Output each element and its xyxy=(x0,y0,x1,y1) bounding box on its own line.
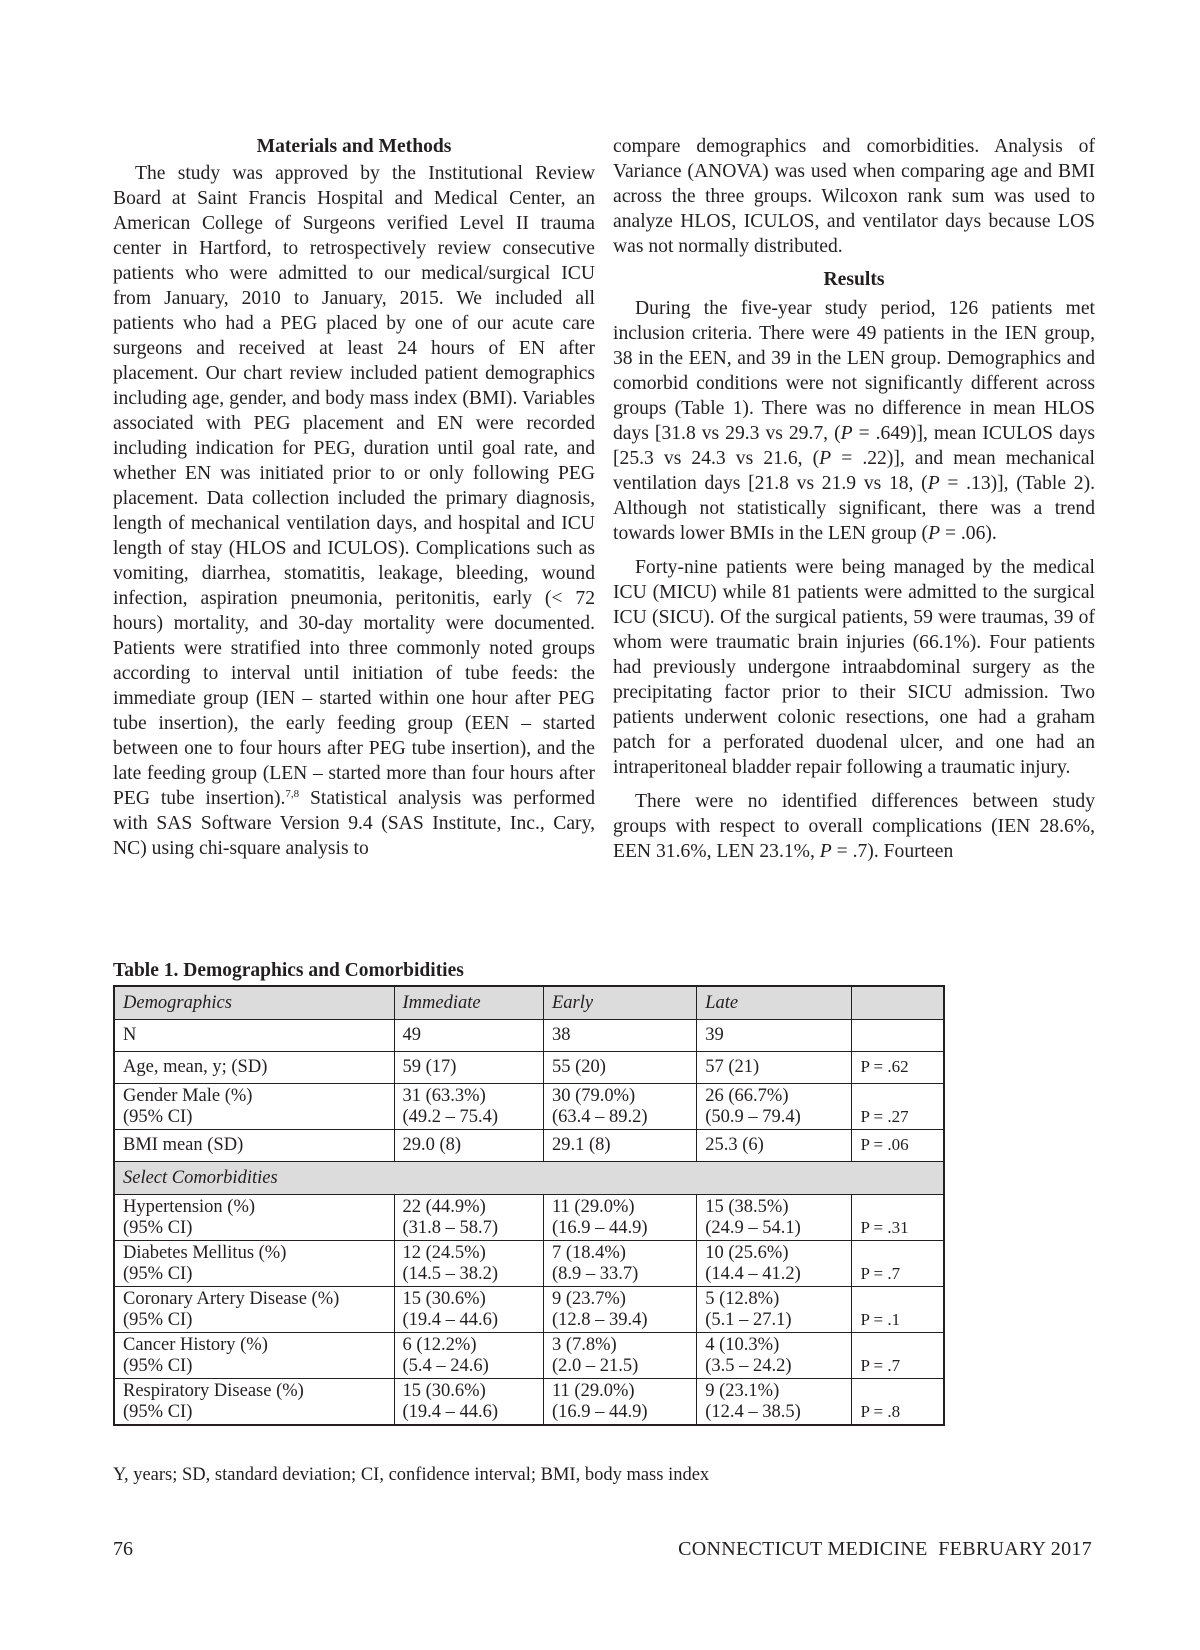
label-line: (95% CI) xyxy=(123,1355,193,1376)
value-line: 9 (23.7%) xyxy=(551,1289,626,1309)
label-line: Gender Male (%) xyxy=(123,1086,253,1106)
table-cell xyxy=(697,1241,852,1287)
row-label xyxy=(114,1084,394,1130)
value-line: 15 (30.6%) xyxy=(402,1381,486,1401)
label-line: (95% CI) xyxy=(123,1106,193,1127)
p-value-cell: P = .7 xyxy=(852,1333,944,1379)
value-line: 3 (7.8%) xyxy=(551,1335,617,1355)
ci-line: (14.5 – 38.2) xyxy=(402,1263,499,1284)
results-text: There were no identified differences between study groups with respect to overall complications (IEN 28.6%, EEN 31.6%, LEN 23.1%, xyxy=(613,791,1095,862)
table-row xyxy=(114,1084,944,1130)
row-label: BMI mean (SD) xyxy=(114,1130,394,1162)
label-line: Respiratory Disease (%) xyxy=(123,1381,304,1401)
p-value-cell: P = .7 xyxy=(852,1241,944,1287)
table-cell: 29.0 (8) xyxy=(394,1130,543,1162)
p-value-cell: P = .8 xyxy=(852,1379,944,1426)
methods-continued-paragraph: compare demographics and comorbidities. Analysis of Variance (ANOVA) was used when comparing age and BMI across the three groups. Wilcoxon rank sum was used to analyze HLOS, ICULOS, and ventilator days because LOS was not normally distributed. xyxy=(613,136,1095,257)
value-line: 15 (38.5%) xyxy=(705,1197,789,1217)
left-column xyxy=(113,134,595,861)
row-label: Age, mean, y; (SD) xyxy=(114,1052,394,1084)
table-cell: 57 (21) xyxy=(697,1052,852,1084)
methods-text: The study was approved by the Institutional Review Board at Saint Francis Hospital and Medical Center, an American College of Surgeons verified Level II trauma center in Hartford, to retrospectively review consecutive patients who were admitted to our medical/surgical ICU from January, 2010 to January, 2015. We included all patients who had a PEG placed by one of our acute care surgeons and received at least 24 hours of EN after placement. Our chart review included patient demographics including age, gender, and body mass index (BMI). Variables associated with PEG placement and EN were recorded including indication for PEG, duration until goal rate, and whether EN was initiated prior to or only following PEG placement. Data collection included the primary diagnosis, length of mechanical ventilation days, and hospital and ICU length of stay (HLOS and ICULOS). Complications such as vomiting, diarrhea, stomatitis, leakage, bleeding, wound infection, aspiration pneumonia, peritonitis, early (< 72 hours) mortality, and 30-day mortality were documented. Patients were stratified into three commonly noted groups according to interval until initiation of tube feeds: the immediate group (IEN – started within one hour after PEG tube insertion), the early feeding group (EEN – started between one to four hours after PEG tube insertion), and the late feeding group (LEN – started more than four hours after PEG tube insertion). xyxy=(113,163,595,809)
table-cell xyxy=(543,1195,696,1241)
table-row xyxy=(114,1333,944,1379)
label-line: (95% CI) xyxy=(123,1401,193,1422)
table-cell xyxy=(543,1287,696,1333)
table-cell: 55 (20) xyxy=(543,1052,696,1084)
p-value-cell: P = .06 xyxy=(852,1130,944,1162)
value-line: 7 (18.4%) xyxy=(551,1243,626,1263)
subheader-cell: Select Comorbidities xyxy=(114,1162,944,1195)
value-line: 10 (25.6%) xyxy=(705,1243,789,1263)
table-row xyxy=(114,1287,944,1333)
table-cell: 38 xyxy=(543,1020,696,1052)
value-line: 31 (63.3%) xyxy=(402,1086,486,1106)
results-text: = .7). Fourteen xyxy=(831,841,954,862)
value-line: 5 (12.8%) xyxy=(705,1289,780,1309)
p-value-cell: P = .62 xyxy=(852,1052,944,1084)
header-cell: Late xyxy=(697,986,852,1020)
table-cell xyxy=(697,1084,852,1130)
table-cell xyxy=(697,1287,852,1333)
ci-line: (5.4 – 24.6) xyxy=(402,1355,489,1376)
table-cell xyxy=(543,1241,696,1287)
journal-name: CONNECTICUT MEDICINE xyxy=(678,1538,928,1560)
table-row xyxy=(114,1020,944,1052)
label-line: Cancer History (%) xyxy=(123,1335,268,1355)
table-row xyxy=(114,1379,944,1426)
table-row xyxy=(114,1130,944,1162)
table-cell xyxy=(543,1379,696,1426)
table-cell xyxy=(394,1379,543,1426)
ci-line: (19.4 – 44.6) xyxy=(402,1401,499,1422)
label-line: Hypertension (%) xyxy=(123,1197,256,1217)
ci-line: (14.4 – 41.2) xyxy=(705,1263,801,1284)
results-paragraph-3 xyxy=(613,789,1095,864)
header-cell xyxy=(852,986,944,1020)
ci-line: (8.9 – 33.7) xyxy=(551,1263,639,1284)
p-symbol: P xyxy=(819,841,832,862)
materials-methods-heading: Materials and Methods xyxy=(256,136,452,157)
header-cell: Demographics xyxy=(114,986,394,1020)
methods-text-end: Statistical analysis was performed with SAS Software Version 9.4 (SAS Institute, Inc., Cary, NC) using chi-square analysis to xyxy=(113,788,595,859)
value-line: 4 (10.3%) xyxy=(705,1335,780,1355)
value-line: 9 (23.1%) xyxy=(705,1381,780,1401)
p-value-cell: P = .31 xyxy=(852,1195,944,1241)
results-text: = .22)], and mean mechanical ventilation days [21.8 vs 21.9 vs 18, ( xyxy=(613,448,1095,494)
results-text: = .06). xyxy=(940,523,997,544)
table-cell: 49 xyxy=(394,1020,543,1052)
ci-line: (16.9 – 44.9) xyxy=(551,1401,648,1422)
journal-footer xyxy=(678,1538,1092,1561)
ci-line: (50.9 – 79.4) xyxy=(705,1106,801,1127)
ci-line: (63.4 – 89.2) xyxy=(551,1106,648,1127)
table-cell: 39 xyxy=(697,1020,852,1052)
methods-paragraph xyxy=(113,161,595,861)
ci-line: (19.4 – 44.6) xyxy=(402,1309,499,1330)
results-text: During the five-year study period, 126 patients met inclusion criteria. There were 49 patients in the IEN group, 38 in the EEN, and 39 in the LEN group. Demographics and comorbid conditions were not significantly different across groups (Table 1). There was no difference in mean HLOS days [31.8 vs 29.3 vs 29.7, ( xyxy=(613,298,1095,444)
ci-line: (16.9 – 44.9) xyxy=(551,1217,648,1238)
label-line: Coronary Artery Disease (%) xyxy=(123,1289,340,1309)
ci-line: (12.4 – 38.5) xyxy=(705,1401,801,1422)
header-cell: Immediate xyxy=(394,986,543,1020)
ci-line: (12.8 – 39.4) xyxy=(551,1309,648,1330)
header-cell: Early xyxy=(543,986,696,1020)
value-line: 11 (29.0%) xyxy=(551,1381,635,1401)
table-row xyxy=(114,1241,944,1287)
value-line: 15 (30.6%) xyxy=(402,1289,486,1309)
ci-line: (2.0 – 21.5) xyxy=(551,1355,639,1376)
citation-ref: 7,8 xyxy=(285,788,300,800)
row-label xyxy=(114,1241,394,1287)
value-line: 30 (79.0%) xyxy=(551,1086,636,1106)
value-line: 12 (24.5%) xyxy=(402,1243,486,1263)
label-line: (95% CI) xyxy=(123,1263,193,1284)
p-symbol: P xyxy=(840,423,853,444)
value-line: 26 (66.7%) xyxy=(705,1086,789,1106)
table-cell xyxy=(697,1195,852,1241)
table-subheader-row xyxy=(114,1162,944,1195)
table-caption: Table 1. Demographics and Comorbidities xyxy=(113,960,464,981)
table-header-row xyxy=(114,986,944,1020)
row-label xyxy=(114,1195,394,1241)
results-paragraph-1 xyxy=(613,296,1095,546)
table-row xyxy=(114,1195,944,1241)
value-line: 11 (29.0%) xyxy=(551,1197,635,1217)
right-column xyxy=(613,134,1095,864)
table-cell xyxy=(697,1379,852,1426)
ci-line: (24.9 – 54.1) xyxy=(705,1217,801,1238)
p-symbol: P xyxy=(927,473,940,494)
results-text: = .649)], mean ICULOS days [25.3 vs 24.3 vs 21.6, ( xyxy=(613,423,1095,469)
table-cell: 25.3 (6) xyxy=(697,1130,852,1162)
value-line: 6 (12.2%) xyxy=(402,1335,477,1355)
p-value-cell xyxy=(852,1020,944,1052)
table-cell xyxy=(394,1287,543,1333)
table-footnote: Y, years; SD, standard deviation; CI, confidence interval; BMI, body mass index xyxy=(113,1465,710,1485)
table-cell: 29.1 (8) xyxy=(543,1130,696,1162)
table-cell: 59 (17) xyxy=(394,1052,543,1084)
table-cell xyxy=(543,1333,696,1379)
table-cell xyxy=(394,1195,543,1241)
table-cell xyxy=(394,1241,543,1287)
label-line: Diabetes Mellitus (%) xyxy=(123,1243,287,1263)
ci-line: (3.5 – 24.2) xyxy=(705,1355,792,1376)
p-symbol: P xyxy=(819,448,832,469)
row-label xyxy=(114,1333,394,1379)
results-text: = .13)], (Table 2). Although not statistically significant, there was a trend towards lower BMIs in the LEN group ( xyxy=(613,473,1095,544)
table-cell xyxy=(543,1084,696,1130)
ci-line: (49.2 – 75.4) xyxy=(402,1106,499,1127)
demographics-table xyxy=(113,985,945,1426)
label-line: (95% CI) xyxy=(123,1309,193,1330)
ci-line: (5.1 – 27.1) xyxy=(705,1309,792,1330)
row-label xyxy=(114,1379,394,1426)
p-value-cell: P = .27 xyxy=(852,1084,944,1130)
value-line: 22 (44.9%) xyxy=(402,1197,486,1217)
table-row xyxy=(114,1052,944,1084)
results-heading: Results xyxy=(823,269,885,290)
row-label: N xyxy=(114,1020,394,1052)
journal-issue: FEBRUARY 2017 xyxy=(938,1538,1092,1560)
label-line: (95% CI) xyxy=(123,1217,193,1238)
table-cell xyxy=(394,1084,543,1130)
p-symbol: P xyxy=(928,523,941,544)
row-label xyxy=(114,1287,394,1333)
ci-line: (31.8 – 58.7) xyxy=(402,1217,499,1238)
results-paragraph-2: Forty-nine patients were being managed by the medical ICU (MICU) while 81 patients were admitted to the surgical ICU (SICU). Of the surgical patients, 59 were traumas, 39 of whom were traumatic brain injuries (66.1%). Four patients had previously undergone intraabdominal surgery as the precipitating factor prior to their SICU admission. Two patients underwent colonic resections, one had a graham patch for a perforated duodenal ulcer, and one had an intraperitoneal bladder repair following a traumatic injury. xyxy=(613,557,1095,778)
p-value-cell: P = .1 xyxy=(852,1287,944,1333)
table-cell xyxy=(697,1333,852,1379)
page-number: 76 xyxy=(113,1538,133,1560)
table-cell xyxy=(394,1333,543,1379)
